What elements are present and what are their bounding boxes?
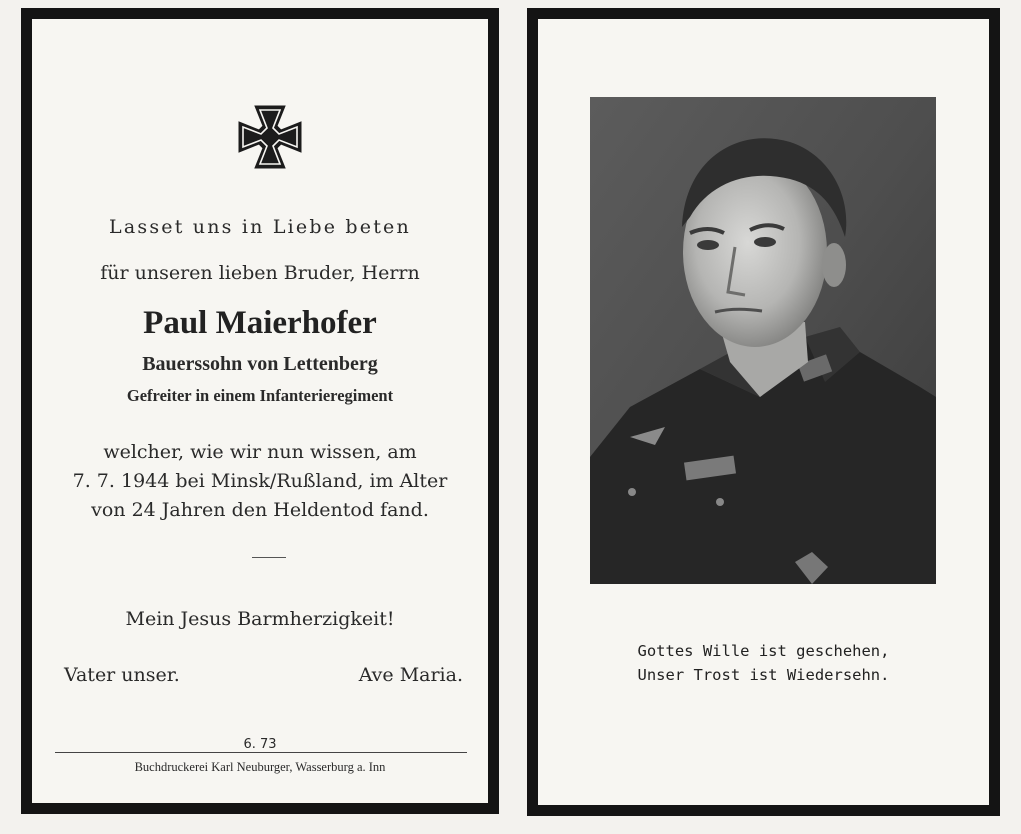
left-panel	[21, 8, 499, 814]
iron-cross-icon	[237, 104, 303, 170]
prayer-line: Mein Jesus Barmherzigkeit!	[125, 608, 395, 630]
prayer-vater-unser: Vater unser.	[64, 664, 180, 686]
body-text-line: von 24 Jahren den Heldentod fand.	[91, 499, 429, 521]
body-text-line: welcher, wie wir nun wissen, am	[103, 441, 417, 463]
opening-line: Lasset uns in Liebe beten	[109, 216, 411, 238]
prayer-ave-maria: Ave Maria.	[358, 664, 463, 686]
divider	[252, 557, 286, 558]
footer-rule	[55, 752, 467, 753]
body-text-line: 7. 7. 1944 bei Minsk/Rußland, im Alter	[72, 470, 448, 492]
verse-line: Gottes Wille ist geschehen,	[637, 642, 890, 660]
print-code: 6. 73	[243, 737, 277, 752]
origin-line: Bauerssohn von Lettenberg	[142, 353, 378, 375]
verse-line: Unser Trost ist Wiedersehn.	[637, 666, 890, 684]
right-panel	[527, 8, 1000, 816]
portrait-photo	[590, 97, 936, 584]
printer-credit: Buchdruckerei Karl Neuburger, Wasserburg a. Inn	[134, 760, 386, 774]
dedication-line: für unseren lieben Bruder, Herrn	[100, 262, 420, 284]
deceased-name: Paul Maierhofer	[143, 305, 377, 341]
rank-line: Gefreiter in einem Infanterieregiment	[126, 386, 394, 405]
